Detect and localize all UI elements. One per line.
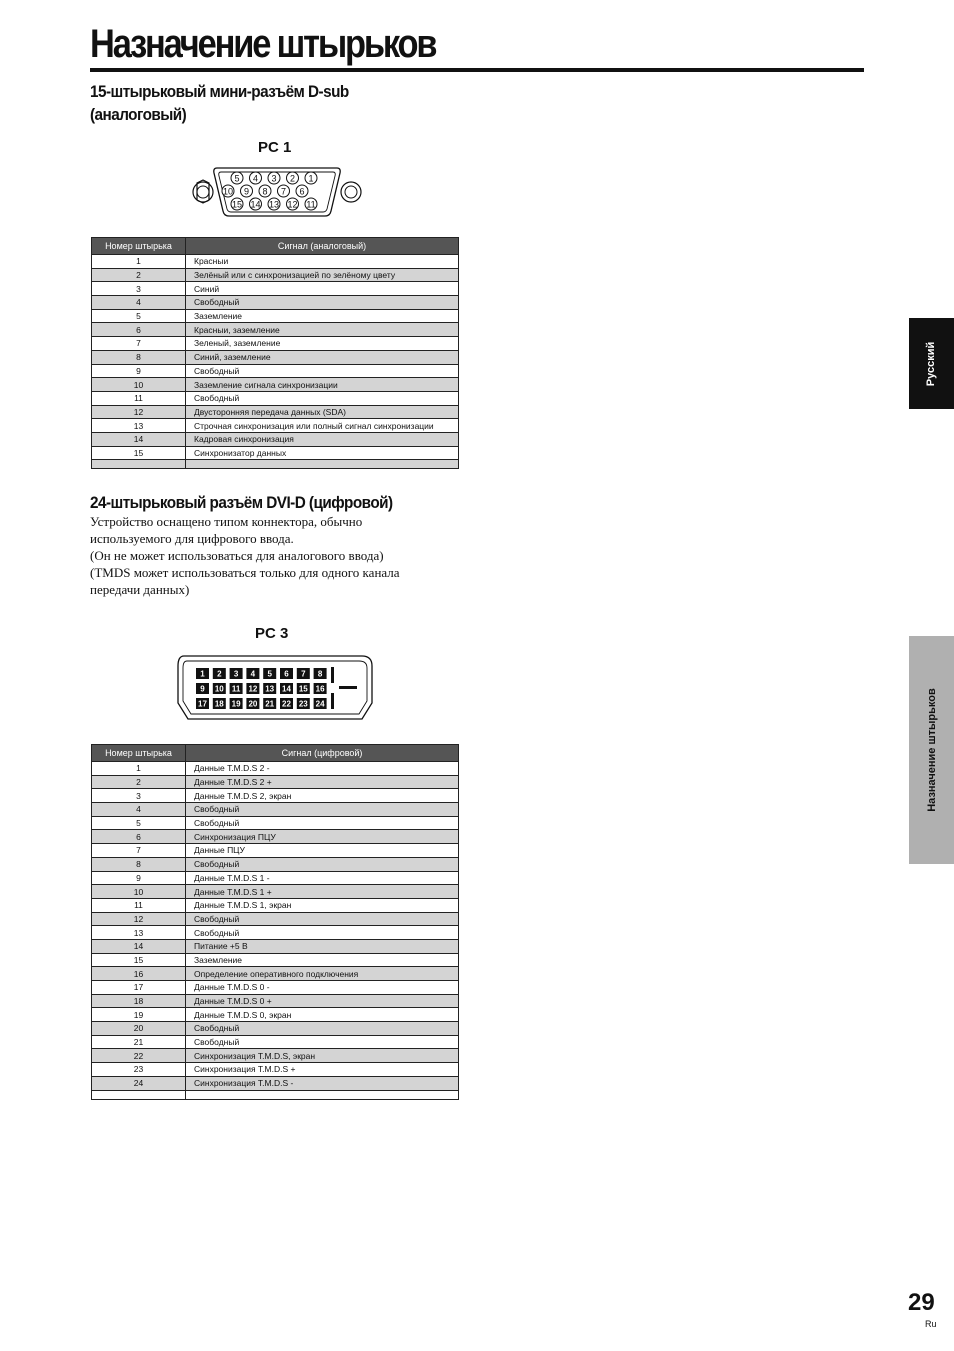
signal-cell: Красныи	[186, 255, 459, 269]
dvi-pin-group	[196, 668, 327, 709]
dvi-pin-number: 15	[298, 684, 308, 694]
signal-cell: Двусторонняя передача данных (SDA)	[186, 405, 459, 419]
vga-pin-number: 9	[243, 186, 250, 197]
pin-number-cell: 1	[92, 255, 186, 269]
signal-cell: Синхронизатор данных	[186, 446, 459, 460]
dsub-table-row	[92, 268, 459, 282]
side-tab-section	[909, 636, 954, 864]
vga-pin-number: 11	[306, 199, 316, 210]
dvi-pin-number: 17	[198, 699, 207, 709]
dsub-table-row	[92, 309, 459, 323]
pin-number-cell: 13	[92, 419, 186, 433]
pin-number-cell: 8	[92, 350, 186, 364]
dvi-table-row	[92, 830, 459, 844]
dsub-col-pin-header: Номер штырька	[92, 238, 186, 255]
pin-number-cell: 20	[92, 1022, 186, 1036]
signal-cell: Синий	[186, 282, 459, 296]
signal-cell: Данные T.M.D.S 0, экран	[186, 1008, 459, 1022]
pin-number-cell: 1	[92, 762, 186, 776]
pin-number-cell: 15	[92, 953, 186, 967]
pin-number-cell: 6	[92, 323, 186, 337]
dvi-pin-number: 21	[265, 699, 275, 709]
dsub-col-signal-header: Сигнал (аналоговый)	[186, 238, 459, 255]
dsub-pin-table	[91, 237, 459, 469]
signal-cell: Заземление	[186, 309, 459, 323]
dvi-table-row	[92, 898, 459, 912]
signal-cell: Данные T.M.D.S 1 +	[186, 885, 459, 899]
signal-cell: Кадровая синхронизация	[186, 432, 459, 446]
signal-cell: Свободный	[186, 364, 459, 378]
dvi-description-line: Устройство оснащено типом коннектора, обычно	[90, 514, 363, 529]
signal-cell: Синхронизация ПЦУ	[186, 830, 459, 844]
pin-number-cell: 5	[92, 816, 186, 830]
dvi-pin-number: 22	[282, 699, 291, 709]
vga-pin-number: 3	[271, 173, 277, 184]
vga-pin-number: 15	[231, 199, 243, 210]
pin-number-cell: 5	[92, 309, 186, 323]
dvi-pin-number: 12	[248, 684, 258, 694]
pin-number-cell: 9	[92, 364, 186, 378]
signal-cell: Строчная синхронизация или полный сигнал синхронизации	[186, 419, 459, 433]
signal-cell: Определение оперативного подключения	[186, 967, 459, 981]
vga-right-screw-icon	[341, 182, 361, 202]
dsub-connector-diagram	[186, 165, 364, 221]
signal-cell: Синхронизация T.M.D.S -	[186, 1076, 459, 1090]
pin-number-cell: 18	[92, 994, 186, 1008]
vga-pin-number: 1	[308, 173, 314, 184]
vga-pin-number: 13	[268, 199, 280, 210]
signal-cell: Заземление	[186, 953, 459, 967]
dvi-table-row	[92, 994, 459, 1008]
vga-pin-number: 6	[299, 186, 305, 197]
page-title: Назначение штырьков	[90, 22, 436, 66]
dvi-description	[90, 513, 470, 598]
dvi-blade-icon	[331, 667, 357, 709]
dvi-table-row	[92, 967, 459, 981]
signal-cell: Данные T.M.D.S 1 -	[186, 871, 459, 885]
dvi-pin-number: 24	[315, 699, 325, 709]
pin-number-cell: 9	[92, 871, 186, 885]
pin-number-cell: 2	[92, 268, 186, 282]
pin-number-cell: 21	[92, 1035, 186, 1049]
vga-pin-number: 4	[252, 173, 259, 184]
dvi-pin-number: 16	[315, 684, 325, 694]
dvi-pin-number: 10	[214, 684, 224, 694]
dvi-table-row	[92, 871, 459, 885]
dvi-table-row	[92, 885, 459, 899]
vga-pin-number: 12	[287, 199, 298, 210]
dvi-pin-number: 7	[301, 669, 306, 679]
dvi-table-filler-row	[92, 1090, 459, 1099]
dvi-table-row	[92, 857, 459, 871]
signal-cell: Данные T.M.D.S 2 -	[186, 762, 459, 776]
dvi-pin-number: 11	[231, 684, 241, 694]
dsub-table-row	[92, 432, 459, 446]
vga-pin-number: 14	[250, 199, 261, 210]
dvi-pin-number: 2	[217, 669, 222, 679]
dvi-pin-number: 6	[284, 669, 289, 679]
pin-number-cell: 11	[92, 391, 186, 405]
page-lang-code: Ru	[925, 1319, 937, 1329]
page-number: 29	[908, 1289, 935, 1316]
dvi-table-row	[92, 844, 459, 858]
side-tab-section-label: Назначение штырьков	[925, 688, 938, 812]
dvi-table-row	[92, 803, 459, 817]
dvi-pin-number: 19	[231, 699, 241, 709]
vga-pin-number: 8	[262, 186, 268, 197]
signal-cell: Свободный	[186, 857, 459, 871]
dvi-table-row	[92, 1063, 459, 1077]
dvi-description-line: (Он не может использоваться для аналогового ввода)	[90, 548, 384, 563]
signal-cell: Зеленый, заземление	[186, 337, 459, 351]
dsub-table-row	[92, 255, 459, 269]
pin-number-cell: 3	[92, 282, 186, 296]
pc1-label: PC 1	[258, 139, 292, 156]
pin-number-cell: 8	[92, 857, 186, 871]
dvi-table-row	[92, 1035, 459, 1049]
pin-number-cell: 12	[92, 405, 186, 419]
pin-number-cell: 15	[92, 446, 186, 460]
pin-number-cell: 10	[92, 378, 186, 392]
signal-cell: Свободный	[186, 296, 459, 310]
vga-pin-group	[222, 172, 317, 210]
dvi-description-line: передачи данных)	[90, 582, 190, 597]
dvi-col-signal-header: Сигнал (цифровой)	[186, 745, 459, 762]
dvi-description-line: (TMDS может использоваться только для одного канала	[90, 565, 400, 580]
signal-cell: Заземление сигнала синхронизации	[186, 378, 459, 392]
dvi-table-row	[92, 939, 459, 953]
pc3-label: PC 3	[255, 625, 289, 642]
pin-number-cell: 22	[92, 1049, 186, 1063]
dvi-table-row	[92, 953, 459, 967]
dsub-table-row	[92, 282, 459, 296]
vga-pin-number: 10	[222, 186, 234, 197]
pin-number-cell: 19	[92, 1008, 186, 1022]
dsub-table-row	[92, 350, 459, 364]
dsub-table-row	[92, 391, 459, 405]
dvi-pin-table	[91, 744, 459, 1100]
dsub-heading: 15-штырьковый мини-разъём D-sub (аналоговый)	[90, 82, 349, 124]
signal-cell: Данные T.M.D.S 0 +	[186, 994, 459, 1008]
pin-number-cell: 10	[92, 885, 186, 899]
dvi-pin-number: 13	[265, 684, 275, 694]
dsub-table-row	[92, 405, 459, 419]
signal-cell: Свободный	[186, 926, 459, 940]
signal-cell: Данные T.M.D.S 0 -	[186, 981, 459, 995]
dvi-table-row	[92, 1008, 459, 1022]
signal-cell: Свободный	[186, 816, 459, 830]
vga-left-screw-icon	[193, 180, 213, 203]
dvi-table-row	[92, 981, 459, 995]
dsub-table-row	[92, 337, 459, 351]
pin-number-cell: 4	[92, 296, 186, 310]
signal-cell: Свободный	[186, 912, 459, 926]
pin-number-cell: 4	[92, 803, 186, 817]
pin-number-cell: 7	[92, 337, 186, 351]
signal-cell: Синхронизация T.M.D.S +	[186, 1063, 459, 1077]
signal-cell: Данные ПЦУ	[186, 844, 459, 858]
dsub-table-row	[92, 446, 459, 460]
dvi-pin-number: 23	[298, 699, 308, 709]
pin-number-cell: 11	[92, 898, 186, 912]
dvi-heading: 24-штырьковый разъём DVI-D (цифровой)	[90, 493, 393, 512]
pin-number-cell: 7	[92, 844, 186, 858]
dsub-table-row	[92, 378, 459, 392]
dvi-table-row	[92, 762, 459, 776]
dvi-table-row	[92, 775, 459, 789]
dsub-table-row	[92, 364, 459, 378]
dvi-pin-number: 9	[200, 684, 205, 694]
pin-number-cell: 6	[92, 830, 186, 844]
dvi-pin-number: 5	[267, 669, 272, 679]
pin-number-cell: 14	[92, 939, 186, 953]
signal-cell: Данные T.M.D.S 2, экран	[186, 789, 459, 803]
dvi-table-row	[92, 816, 459, 830]
pin-number-cell: 13	[92, 926, 186, 940]
signal-cell: Синий, заземление	[186, 350, 459, 364]
pin-number-cell: 24	[92, 1076, 186, 1090]
side-tab-language	[909, 318, 954, 409]
dvi-pin-number: 14	[282, 684, 291, 694]
side-tab-language-label: Русский	[925, 341, 938, 386]
dvi-table-row	[92, 926, 459, 940]
signal-cell: Данные T.M.D.S 1, экран	[186, 898, 459, 912]
signal-cell: Свободный	[186, 1022, 459, 1036]
dvi-pin-number: 4	[250, 669, 256, 679]
pin-number-cell: 14	[92, 432, 186, 446]
dvi-table-row	[92, 1076, 459, 1090]
dvi-pin-number: 3	[233, 669, 239, 679]
dvi-connector-diagram	[176, 655, 374, 721]
signal-cell: Зелёный или с синхронизацией по зелёному цвету	[186, 268, 459, 282]
signal-cell: Синхронизация T.M.D.S, экран	[186, 1049, 459, 1063]
pin-number-cell: 3	[92, 789, 186, 803]
dvi-pin-number: 20	[248, 699, 258, 709]
dvi-col-pin-header: Номер штырька	[92, 745, 186, 762]
signal-cell: Красныи, заземление	[186, 323, 459, 337]
signal-cell: Питание +5 В	[186, 939, 459, 953]
pin-number-cell: 12	[92, 912, 186, 926]
pin-number-cell: 16	[92, 967, 186, 981]
dvi-table-row	[92, 1022, 459, 1036]
dvi-table-row	[92, 789, 459, 803]
signal-cell: Свободный	[186, 391, 459, 405]
pin-number-cell: 17	[92, 981, 186, 995]
vga-pin-number: 5	[234, 173, 240, 184]
dvi-table-row	[92, 1049, 459, 1063]
dsub-table-row	[92, 419, 459, 433]
dvi-table-row	[92, 912, 459, 926]
pin-number-cell: 23	[92, 1063, 186, 1077]
dsub-table-row	[92, 296, 459, 310]
title-rule	[90, 68, 864, 72]
signal-cell: Данные T.M.D.S 2 +	[186, 775, 459, 789]
signal-cell: Свободный	[186, 1035, 459, 1049]
dvi-pin-number: 18	[214, 699, 224, 709]
dvi-pin-number: 1	[200, 669, 205, 679]
dsub-table-filler-row	[92, 460, 459, 469]
dvi-description-line: используемого для цифрового ввода.	[90, 531, 294, 546]
dsub-table-row	[92, 323, 459, 337]
vga-pin-number: 2	[289, 173, 296, 184]
signal-cell: Свободный	[186, 803, 459, 817]
pin-number-cell: 2	[92, 775, 186, 789]
vga-pin-number: 7	[280, 186, 287, 197]
dvi-pin-number: 8	[317, 669, 323, 679]
